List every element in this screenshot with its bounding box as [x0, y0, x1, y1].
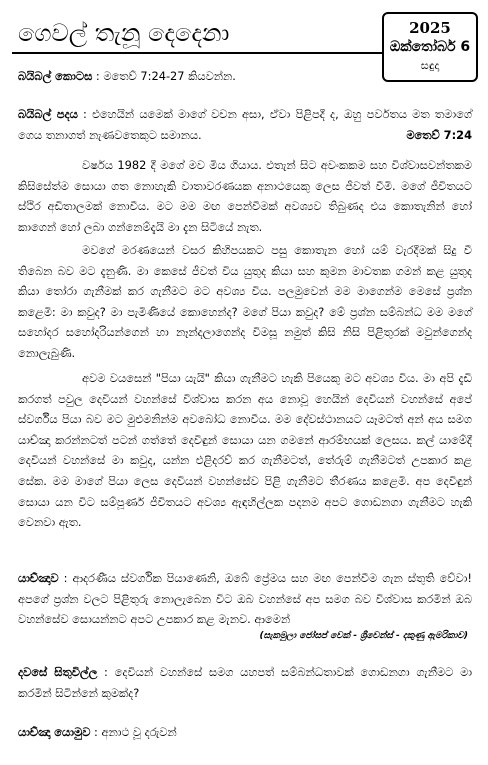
page-title: ගෙවල් තැනූ දෙදෙනා — [18, 19, 230, 47]
title-underline — [12, 52, 382, 54]
bible-verse-label: බයිබල් පදය — [18, 107, 78, 121]
paragraph-3: අවම වයසෙන් "පියා යැයි" කියා ගැනීමට හැකි පියෙකු මට අවශ්‍ය විය. මා අපි දැඩි කරගත් පවුල දෙවියන් වහන්සේ විශ්වාස කරන අය නොවූ හෙයින් දෙවියන් වහන්සේ අපේ ස්වර්ගීය පියා බව මට මුළුමනින්ම අවබෝධ නොවීය. මම දේවස්ථානයට යෑමටත් අන් අය සමග යාච්ඤා කරන්නටත් පටන් ගත්තේ දෙවිඳුන් සොයා යන ගමනේ ආරම්භයක් ලෙසය. කල් යාමේදී දෙවියන් වහන්සේ මා කවුද, යන්න එළිදරව් කර ගැනීමටත්, තේරුම් ගැනීමටත් උපකාර කළ සේක. මම මාගේ පියා ලෙස දෙවියන් වහන්සේව පිළි ගැනීමට තීරණය කළෙමි. අප දෙවිඳුන් සොයා යන විට සම්පූර්ණ ජීවිතයට අවශ්‍ය ඇඳහිල්ලක පදනම අපට ගොඩනගා ගැනීමට හැකි වෙනවා ඇත. — [18, 371, 472, 530]
day-thought-label: දවසේ සිතුවිල්ල — [18, 665, 98, 679]
bible-verse-text: : එහෙයින් යමෙක් මාගේ වචන අසා, ඒවා පිළිපදී ද, ඔහු පර්වතය මත තමාගේ ගෙය තනාගත් නැණවතෙකුට සමානය. — [18, 107, 472, 142]
bible-reading — [18, 66, 472, 87]
bible-reading-label: බයිබල් කොටස — [18, 69, 93, 83]
prayer-text: : ආදරණීය ස්වර්ගික පියාණෙනි, ඔබේ ප්‍රේමය සහ මඟ පෙන්වීම ගැන ස්තුති වේවා! අපගේ ප්‍රශ්න වලට පිළිතුරු නොලැබෙන විට ඔබ වහන්සේ අප සමග බව විශ්වාස කරමින් ඔබ වහන්සේව සොයන්නට අපට උපකාර කළ මැනව. ආමෙන් — [18, 571, 472, 627]
day-thought-text: : දෙවියන් වහන්සේ සමග යහපත් සම්බන්ධතාවක් ගොඩනගා ගැනීමට මා කරමින් සිටින්නේ කුමක්ද? — [18, 665, 473, 700]
prayer — [18, 568, 472, 630]
prayer-label: යාච්ඤාව — [18, 571, 59, 585]
paragraph-1: වර්ෂය 1982 දී මගේ මව මිය ගියාය. එතැන් සිට අවංකකම සහ විශ්වාසවන්තකම කිසිසේත්ම සොයා ගත නොහැකි වාතාවරණයක අනාථයෙකු ලෙස ජීවත් වීමි. මගේ ජීවිතයට ස්ථිර අඩිතාලමක් නොවීය. මට මම මඟ පෙන්වීමක් අවශ්‍යව තිබුණද එය කොතැනින් හෝ කාගෙන් හෝ ලබා ගන්නෙම්දැයි මා දැන සිටියේ නැත. — [18, 158, 472, 234]
prayer-focus — [18, 722, 472, 743]
date-year: 2025 — [409, 19, 451, 37]
prayer-focus-label: යාච්ඤා යොමුව — [18, 725, 91, 739]
date-month-day: ඔක්තෝබර් 6 — [389, 39, 471, 55]
bible-verse — [18, 104, 472, 145]
day-thought — [18, 662, 472, 703]
prayer-focus-text: : අනාථ වූ දරුවන් — [94, 725, 177, 739]
bible-verse-reference: මතෙව් 7:24 — [406, 127, 472, 142]
bible-reading-text: : මතෙව් 7:24-27 කියවන්න. — [95, 69, 236, 83]
date-weekday: සඳුදා — [420, 59, 440, 72]
paragraph-2: මවගේ මරණයෙන් වසර කිහිපයකට පසු කොතැන හෝ යම් වැරදීමක් සිදු වී තිබෙන බව මට දැනුණි. මා කෙසේ ජීවත් විය යුතුද කියා සහ කුමන මාවතක ගමන් කළ යුතුද කියා තෝරා ගැනීමක් කර ගැනීමට මට අවශ්‍ය විය. පලමුවෙන් මම මාගෙන්ම මෙසේ ප්‍රශ්න කළෙමි: මා කවුද? මා පැමිණියේ කොහෙන්ද? මගේ පියා කවුද? මේ ප්‍රශ්න සම්බන්ධ මම මගේ සහෝදර සහෝදරියන්ගෙන් හා නෑන්දලාගෙන්ද විමසූ නමුත් කිසි නිසි පිළිතුරක් මවුන්ගෙන්ද නොලැබුණි. — [18, 243, 472, 360]
author-credit: (සැකමුලා ජෝසප් වෙක් - ශ්‍රීවෙන්ස් - දකුණු ඇමරිකාව) — [259, 631, 468, 641]
